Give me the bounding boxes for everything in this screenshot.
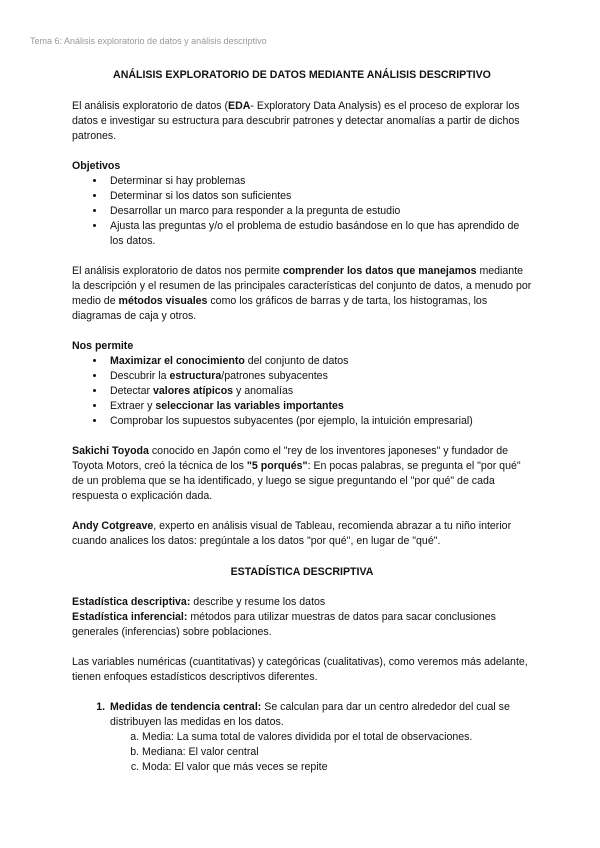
list-item: • Determinar si los datos son suficientes (106, 189, 532, 204)
list-item: • Detectar valores atípicos y anomalías (106, 384, 532, 399)
toyoda-paragraph: Sakichi Toyoda conocido en Japón como el "rey de los inventores japoneses" y fundador de Toyota Motors, creó la técnica de los "5 porqués": En pocas palabras, se pregunta el "por qué" de un problema que se ha identificado, y luego se sigue preguntando el "por qué" de cada respuesta o explicación dada. (72, 445, 521, 502)
list-item: • Desarrollar un marco para responder a la pregunta de estudio (106, 204, 532, 219)
list-item: b. Mediana: El valor central (142, 745, 532, 760)
eda-purpose-paragraph: El análisis exploratorio de datos nos permite comprender los datos que manejamos mediante la descripción y el resumen de las principales características del conjunto de datos, a menudo por medio de métodos visuales como los gráficos de barras y de tarta, los histogramas, los diagramas de caja y otros. (72, 265, 532, 322)
objetivos-heading: Objetivos (72, 160, 121, 172)
section-title-descriptiva: ESTADÍSTICA DESCRIPTIVA (230, 566, 374, 578)
list-item: • Extraer y seleccionar las variables importantes (106, 399, 532, 414)
list-item: • Determinar si hay problemas (106, 174, 532, 189)
list-item: c. Moda: El valor que más veces se repite (142, 760, 532, 775)
list-item: • Maximizar el conocimiento del conjunto de datos (106, 354, 532, 369)
list-item: • Descubrir la estructura/patrones subyacentes (106, 369, 532, 384)
list-item: 1. Medidas de tendencia central: Se calculan para dar un centro alrededor del cual se distribuyen las medidas en los datos. a. Media: La suma total de valores dividida por el total de observaciones. b. Mediana: El valor central c. Moda: El valor que más veces se repite (108, 700, 532, 775)
nos-permite-heading: Nos permite (72, 340, 134, 352)
section-title-eda: ANÁLISIS EXPLORATORIO DE DATOS MEDIANTE ANÁLISIS DESCRIPTIVO (113, 69, 491, 81)
medidas-list (72, 700, 532, 775)
cotgreave-paragraph: Andy Cotgreave, experto en análisis visual de Tableau, recomienda abrazar a tu niño interior cuando analices los datos: pregúntale a los datos "por qué", en lugar de "qué". (72, 520, 512, 547)
def-inferencial: Estadística inferencial: métodos para utilizar muestras de datos para sacar conclusiones generales (inferencias) sobre poblaciones. (72, 611, 496, 638)
def-descriptiva: Estadística descriptiva: describe y resume los datos (72, 596, 326, 608)
list-item: a. Media: La suma total de valores dividida por el total de observaciones. (142, 730, 532, 745)
list-item: • Ajusta las preguntas y/o el problema de estudio basándose en lo que has aprendido de los datos. (106, 219, 532, 249)
intro-paragraph: El análisis exploratorio de datos (EDA- Exploratory Data Analysis) es el proceso de explorar los datos e investigar su estructura para descubrir patrones y detectar anomalías a partir de dichos patrones. (72, 100, 520, 142)
definitions-block (72, 595, 532, 640)
page-header: Tema 6: Análisis exploratorio de datos y análisis descriptivo (30, 36, 267, 46)
list-item: • Comprobar los supuestos subyacentes (por ejemplo, la intuición empresarial) (106, 414, 532, 429)
objetivos-list (72, 174, 532, 249)
nos-permite-list (72, 354, 532, 429)
variables-paragraph: Las variables numéricas (cuantitativas) y categóricas (cualitativas), como veremos más adelante, tienen enfoques estadísticos descriptivos diferentes. (72, 656, 528, 683)
medidas-sublist (110, 730, 532, 775)
document-body (72, 68, 532, 775)
